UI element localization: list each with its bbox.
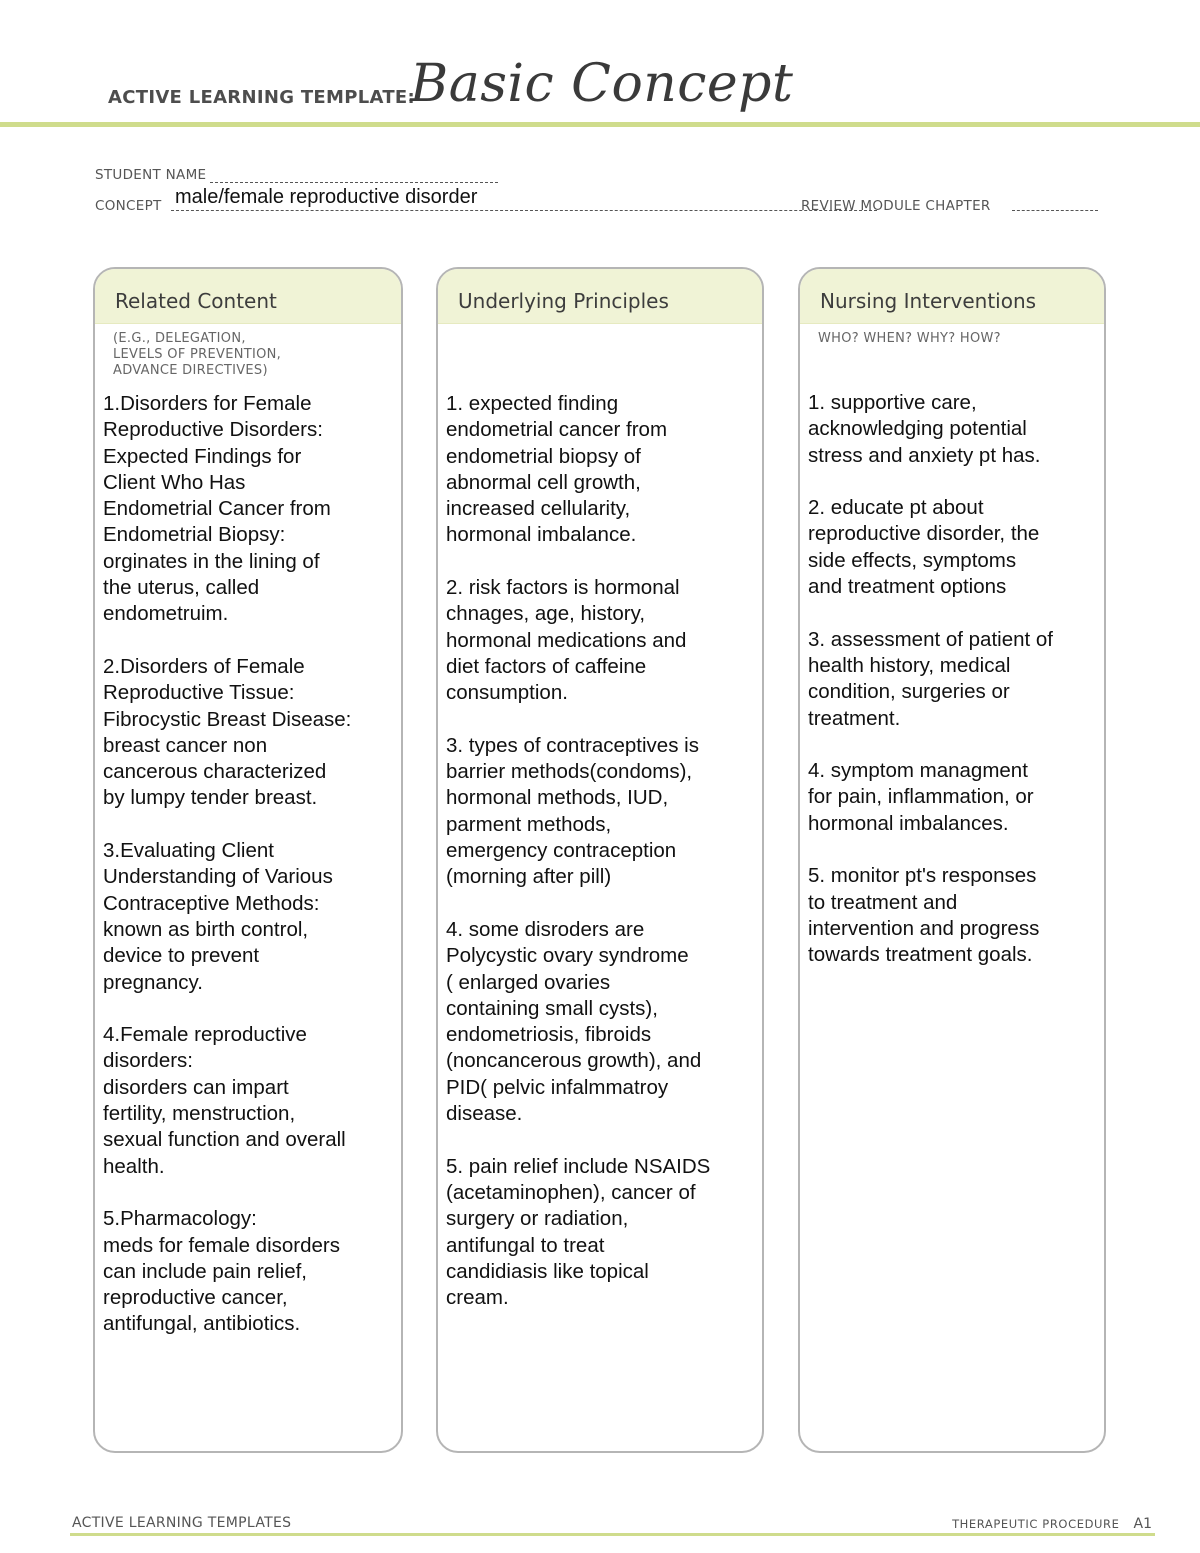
card-body [808,390,1094,995]
list-item: 1.Disorders for Female Reproductive Disorders: Expected Findings for Client Who Has Endometrial Cancer from Endometrial Biopsy: orginates in the lining of the uterus, called endometruim. [103,392,331,626]
list-item: 5. pain relief include NSAIDS (acetaminophen), cancer of surgery or radiation, antifungal to treat candidiasis like topical cream. [446,1154,711,1310]
list-item: 3. assessment of patient of health history, medical condition, surgeries or treatment. [808,627,1053,730]
card-nursing-interventions [798,267,1106,1453]
subtitle-line: ADVANCE DIRECTIVES) [113,363,268,378]
card-header [95,269,401,324]
card-subtitle [113,331,281,379]
concept-row [95,186,1105,218]
student-name-row [95,164,498,183]
footer-left: ACTIVE LEARNING TEMPLATES [72,1515,292,1531]
card-title: Underlying Principles [458,289,669,313]
review-module-field[interactable] [1012,196,1098,211]
list-item: 4. some disroders are Polycystic ovary syndrome ( enlarged ovaries containing small cysts), endometriosis, fibroids (noncancerous growth), and PID( pelvic infalmmatroy disease. [446,917,702,1126]
card-related-content [93,267,403,1453]
page-header [108,52,1108,122]
list-item: 1. expected finding endometrial cancer from endometrial biopsy of abnormal cell growth, increased cellularity, hormonal imbalance. [446,392,668,547]
card-header [438,269,762,324]
list-item: 5. monitor pt's responses to treatment and intervention and progress towards treatment goals. [808,864,1040,967]
concept-value[interactable]: male/female reproductive disorder [175,186,478,208]
card-body [103,391,391,1364]
list-item: 3.Evaluating Client Understanding of Various Contraceptive Methods: known as birth control, device to prevent pregnancy. [103,839,333,994]
card-underlying-principles [436,267,764,1453]
concept-label: CONCEPT [95,198,162,214]
subtitle-line: LEVELS OF PREVENTION, [113,347,282,362]
review-module-label: REVIEW MODULE CHAPTER [801,198,991,214]
card-title: Nursing Interventions [820,289,1037,313]
card-title: Related Content [115,289,277,313]
template-label: ACTIVE LEARNING TEMPLATE: [108,87,415,108]
list-item: 3. types of contraceptives is barrier methods(condoms), hormonal methods, IUD, parment methods, emergency contraception (morning after pill) [446,733,699,889]
list-item: 2.Disorders of Female Reproductive Tissue: Fibrocystic Breast Disease: breast cancer non cancerous characterized by lumpy tender breast. [103,654,352,810]
header-divider [0,122,1200,127]
list-item: 5.Pharmacology: meds for female disorders can include pain relief, reproductive cancer, antifungal, antibiotics. [103,1207,340,1336]
page-title: Basic Concept [410,54,794,114]
list-item: 1. supportive care, acknowledging potential stress and anxiety pt has. [808,391,1041,467]
footer-divider [70,1533,1155,1536]
card-body [446,391,752,1338]
footer-section: THERAPEUTIC PROCEDURE [952,1517,1120,1531]
student-name-field[interactable] [210,168,498,183]
list-item: 2. educate pt about reproductive disorder, the side effects, symptoms and treatment options [808,496,1040,599]
list-item: 4. symptom managment for pain, inflammation, or hormonal imbalances. [808,759,1034,835]
subtitle-line: WHO? WHEN? WHY? HOW? [818,331,1001,346]
footer-right [952,1516,1152,1532]
page-number: A1 [1133,1516,1152,1532]
list-item: 4.Female reproductive disorders: disorders can impart fertility, menstruction, sexual function and overall health. [103,1023,346,1178]
subtitle-line: (E.G., DELEGATION, [113,331,246,346]
student-name-label: STUDENT NAME [95,167,207,183]
card-subtitle [818,331,1001,347]
list-item: 2. risk factors is hormonal chnages, age, history, hormonal medications and diet factors of caffeine consumption. [446,576,687,705]
card-header [800,269,1104,324]
